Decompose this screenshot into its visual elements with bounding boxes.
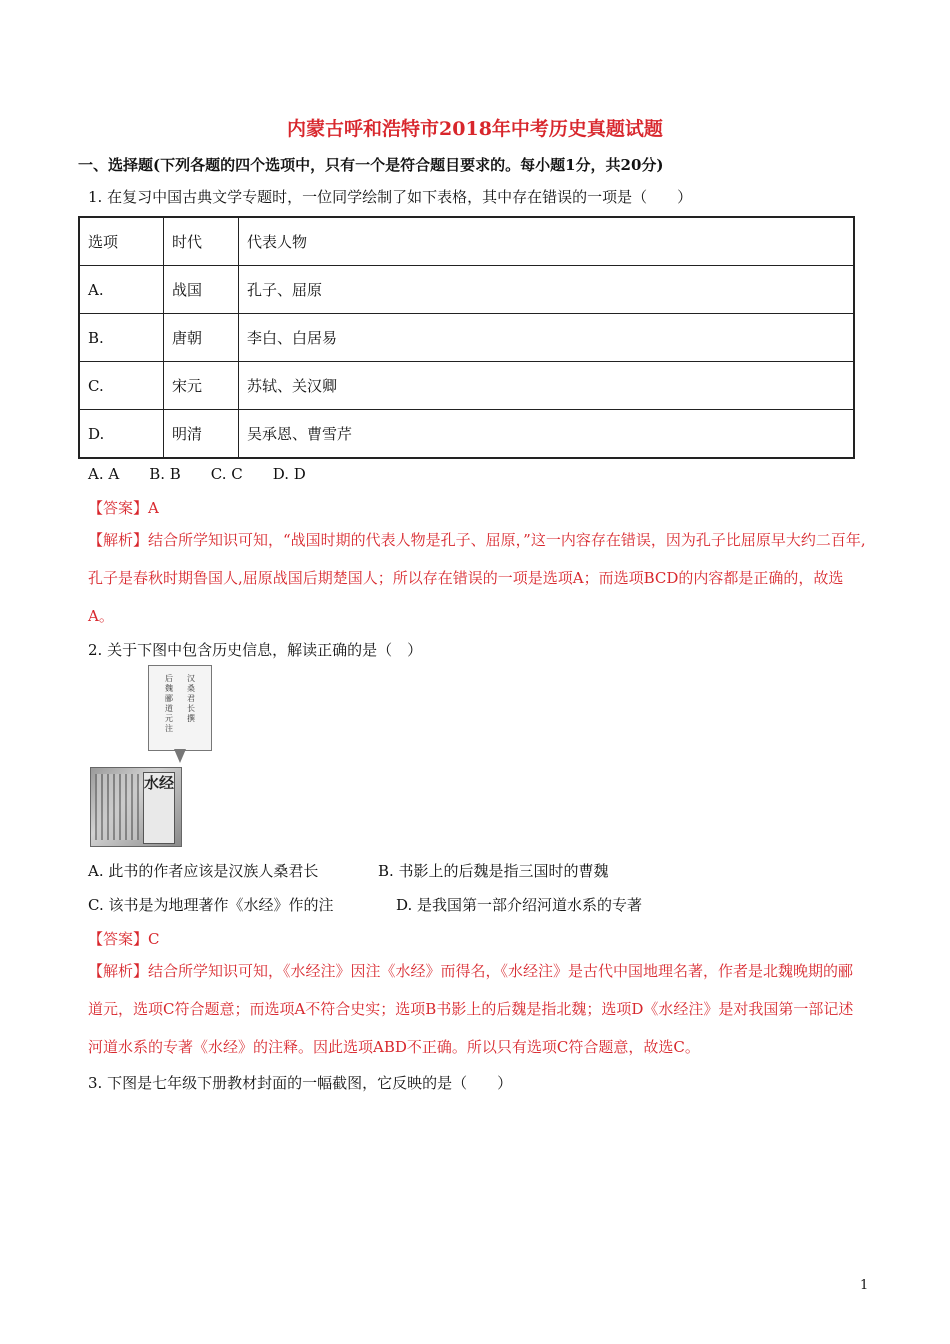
table-header-cell: 选项 (79, 217, 164, 266)
q3-stem: 3. 下图是七年级下册教材封面的一幅截图，它反映的是（ ） (88, 1074, 513, 1092)
table-row (79, 410, 854, 459)
analysis-label: 【解析】 (88, 531, 149, 549)
speech-bubble (148, 665, 212, 751)
q1-stem: 1. 在复习中国古典文学专题时，一位同学绘制了如下表格，其中存在错误的一项是（ ） (88, 188, 693, 206)
bubble-text-column: 后魏郦道元注 (165, 674, 173, 733)
q2-answer (88, 928, 160, 949)
table-cell: 明清 (164, 410, 239, 459)
q2-option-c: C. 该书是为地理著作《水经》作的注 (88, 896, 334, 914)
book-cover-image (90, 767, 182, 847)
q2-option-d: D. 是我国第一部介绍河道水系的专著 (396, 896, 643, 914)
table-row (79, 362, 854, 410)
book-image-figure (90, 665, 230, 845)
q1-table (78, 216, 855, 459)
table-cell: B. (79, 314, 164, 362)
table-cell: 战国 (164, 266, 239, 314)
page-number: 1 (860, 1278, 869, 1293)
analysis-text: 结合所学知识可知，《水经注》因注《水经》而得名，《水经注》是古代中国地理名著，作者是北魏晚期的郦道元，选项C符合题意；而选项A不符合史实；选项B书影上的后魏是指北魏；选项D《水经注》是对我国第一部记述河道水系的专著《水经》的注释。因此选项ABD不正确。所以只有选项C符合题意，故选C。 (88, 962, 854, 1056)
table-header-row (79, 217, 854, 266)
table-cell: D. (79, 410, 164, 459)
section-header: 一、选择题(下列各题的四个选项中，只有一个是符合题目要求的。每小题1分，共20分) (78, 156, 664, 174)
q2-analysis (88, 952, 868, 1066)
table-cell: 宋元 (164, 362, 239, 410)
table-cell: 孔子、屈原 (239, 266, 855, 314)
table-cell: A. (79, 266, 164, 314)
answer-value: C (148, 930, 160, 948)
table-header-cell: 时代 (164, 217, 239, 266)
table-cell: 李白、白居易 (239, 314, 855, 362)
table-row (79, 314, 854, 362)
q2-option-b: B. 书影上的后魏是指三国时的曹魏 (378, 862, 609, 880)
book-text-lines (95, 774, 139, 840)
answer-value: A (148, 499, 159, 517)
table-cell: C. (79, 362, 164, 410)
speech-bubble-tail (174, 749, 186, 763)
table-cell: 苏轼、关汉卿 (239, 362, 855, 410)
table-header-cell: 代表人物 (239, 217, 855, 266)
analysis-text: 结合所学知识可知，“战国时期的代表人物是孔子、屈原，”这一内容存在错误，因为孔子比屈原早大约二百年,孔子是春秋时期鲁国人,屈原战国后期楚国人；所以存在错误的一项是选项A；而选项BCD的内容都是正确的，故选A。 (88, 531, 866, 625)
q2-option-a: A. 此书的作者应该是汉族人桑君长 (88, 862, 319, 880)
book-title-label: 水经 (143, 772, 175, 844)
q1-options: A. A B. B C. C D. D (88, 465, 306, 483)
bubble-text-column: 汉桑君长撰 (187, 674, 195, 723)
q1-analysis (88, 521, 868, 635)
analysis-label: 【解析】 (88, 962, 149, 980)
q2-stem: 2. 关于下图中包含历史信息，解读正确的是（ ） (88, 641, 423, 659)
table-cell: 唐朝 (164, 314, 239, 362)
q1-answer (88, 497, 159, 518)
answer-label: 【答案】 (88, 930, 149, 948)
table-row (79, 266, 854, 314)
answer-label: 【答案】 (88, 499, 149, 517)
document-title: 内蒙古呼和浩特市2018年中考历史真题试题 (287, 118, 663, 140)
table-cell: 吴承恩、曹雪芹 (239, 410, 855, 459)
